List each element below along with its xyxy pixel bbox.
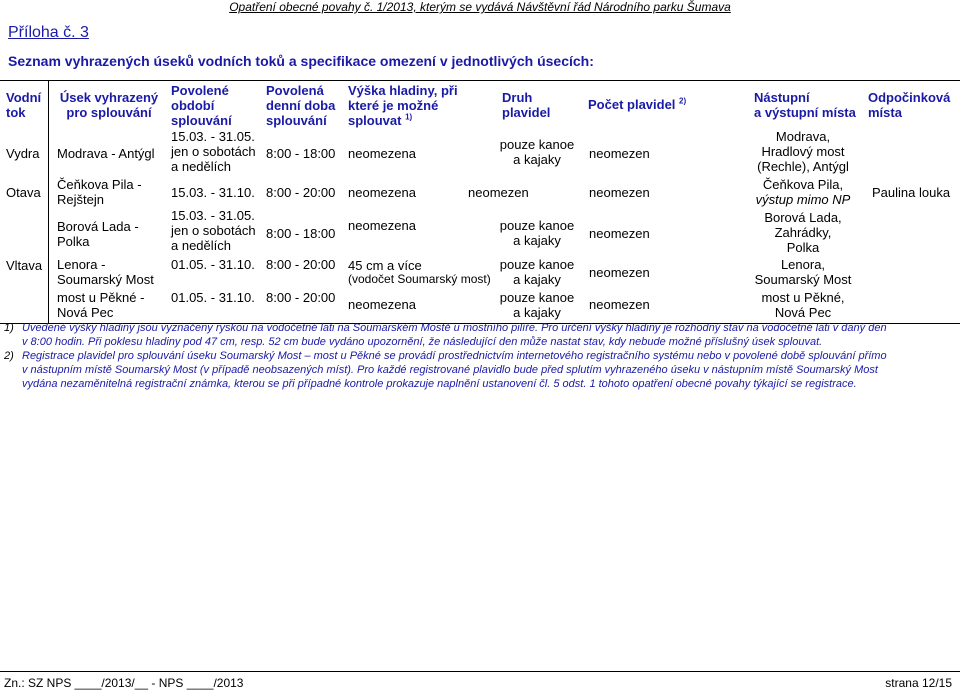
footer-rule bbox=[0, 671, 960, 672]
header-rest-places: Odpočinková místa bbox=[868, 90, 951, 120]
otava-daytime: 8:00 - 20:00 bbox=[266, 185, 336, 200]
lenora-level-note: (vodočet Soumarský most) bbox=[348, 272, 491, 286]
note-2-number: 2) bbox=[4, 350, 14, 362]
vydra-vessel-type: pouze kanoe a kajaky bbox=[499, 137, 575, 167]
lenora-period: 01.05. - 31.10. bbox=[171, 257, 255, 272]
document-header: Opatření obecné povahy č. 1/2013, kterým se vydává Návštěvní řád Národního parku Šumava bbox=[229, 0, 731, 14]
lenora-section: Lenora - Soumarský Most bbox=[57, 257, 154, 287]
lenora-water-level: 45 cm a více bbox=[348, 258, 422, 273]
lenora-vessel-count: neomezen bbox=[589, 265, 650, 280]
header-vessel-type: Druh plavidel bbox=[502, 90, 551, 120]
lenora-entry-exit-points: Lenora, Soumarský Most bbox=[754, 257, 852, 287]
borova-vessel-count: neomezen bbox=[589, 226, 650, 241]
rest-place: Paulina louka bbox=[872, 185, 951, 200]
vydra-daytime: 8:00 - 18:00 bbox=[266, 146, 336, 161]
pekne-entry-exit-points: most u Pěkné, Nová Pec bbox=[761, 290, 845, 320]
note-2-text: Registrace plavidel pro splouvání úseku Soumarský Most – most u Pěkné se provádí prostřednictvím internetového registračního systému nebo v povolené době splouvání přímo v nástupním místě Soumarský Most (v případě neobsazených míst). Pro každé registrované plavidlo bude před splutím vyhrazeného úseku v nástupním místě Soumarský Most vydána nezaměnitelná registrační známka, kterou se při případné kontrole prokazuje naplnění ustanovení čl. 5 odst. 1 tohoto opatření obecné povahy týkající se registrace. bbox=[22, 350, 887, 390]
vltava-river: Vltava bbox=[6, 258, 43, 273]
lenora-vessel-type: pouze kanoe a kajaky bbox=[499, 257, 575, 287]
pekne-period: 01.05. - 31.10. bbox=[171, 290, 255, 305]
borova-vessel-type: pouze kanoe a kajaky bbox=[499, 218, 575, 248]
vydra-vessel-count: neomezen bbox=[589, 146, 650, 161]
borova-section: Borová Lada - Polka bbox=[57, 219, 139, 249]
header-section: Úsek vyhrazený pro splouvání bbox=[59, 90, 159, 120]
footer-page-number: strana 12/15 bbox=[885, 676, 952, 690]
otava-river: Otava bbox=[6, 185, 41, 200]
note-1-number: 1) bbox=[4, 322, 14, 334]
list-title: Seznam vyhrazených úseků vodních toků a specifikace omezení v jednotlivých úsecích: bbox=[8, 53, 594, 69]
header-vessel-count: Počet plavidel $^{2)}$ bbox=[588, 96, 687, 112]
annex-title: Příloha č. 3 bbox=[8, 24, 89, 41]
vydra-entry-exit-points: Modrava, Hradlový most (Rechle), Antýgl bbox=[757, 129, 849, 174]
borova-entry-exit-points: Borová Lada, Zahrádky, Polka bbox=[764, 210, 842, 255]
column-divider bbox=[48, 80, 49, 323]
pekne-vessel-type: pouze kanoe a kajaky bbox=[499, 290, 575, 320]
header-river: Vodní tok bbox=[6, 90, 42, 120]
otava-vessel-count: neomezen bbox=[589, 185, 650, 200]
vydra-period: 15.03. - 31.05. jen o sobotách a nedělích bbox=[171, 129, 256, 174]
lenora-daytime: 8:00 - 20:00 bbox=[266, 257, 336, 272]
otava-section: Čeňkova Pila - Rejštejn bbox=[57, 177, 142, 207]
otava-period: 15.03. - 31.10. bbox=[171, 185, 255, 200]
header-daytime: Povolená denní doba splouvání bbox=[266, 83, 336, 128]
pekne-water-level: neomezena bbox=[348, 297, 416, 312]
borova-water-level: neomezena bbox=[348, 218, 416, 233]
pekne-daytime: 8:00 - 20:00 bbox=[266, 290, 336, 305]
header-entry-exit-points: Nástupní a výstupní místa bbox=[754, 90, 856, 120]
header-period: Povolené období splouvání bbox=[171, 83, 232, 128]
otava-entry-exit-points: Čeňkova Pila, výstup mimo NP bbox=[755, 177, 851, 207]
pekne-vessel-count: neomezen bbox=[589, 297, 650, 312]
borova-period: 15.03. - 31.05. jen o sobotách a nedělích bbox=[171, 208, 256, 253]
otava-water-level: neomezena bbox=[348, 185, 416, 200]
table-top-border bbox=[0, 80, 960, 81]
vydra-section: Modrava - Antýgl bbox=[57, 146, 155, 161]
note-1-text: Uvedené výšky hladiny jsou vyznačeny ryskou na vodočetné lati na Soumarském Mostě u mostního pilíře. Pro určení výšky hladiny je rozhodný stav na vodočetné lati v daný den v 8:00 hodin. Při poklesu hladiny pod 47 cm, resp. 52 cm bude vydáno upozornění, že následující den může nastat stav, kdy nebude možné příslušný úsek splouvat. bbox=[22, 322, 887, 348]
vydra-river: Vydra bbox=[6, 146, 40, 161]
footer-reference: Zn.: SZ NPS ____/2013/__ - NPS ____/2013 bbox=[4, 676, 244, 690]
header-water-level: Výška hladiny, při které je možné splouvat $^{1)}$ bbox=[348, 83, 458, 128]
borova-daytime: 8:00 - 18:00 bbox=[266, 226, 336, 241]
vydra-water-level: neomezena bbox=[348, 146, 416, 161]
pekne-section: most u Pěkné - Nová Pec bbox=[57, 290, 145, 320]
otava-vessel-type: neomezen bbox=[468, 185, 529, 200]
